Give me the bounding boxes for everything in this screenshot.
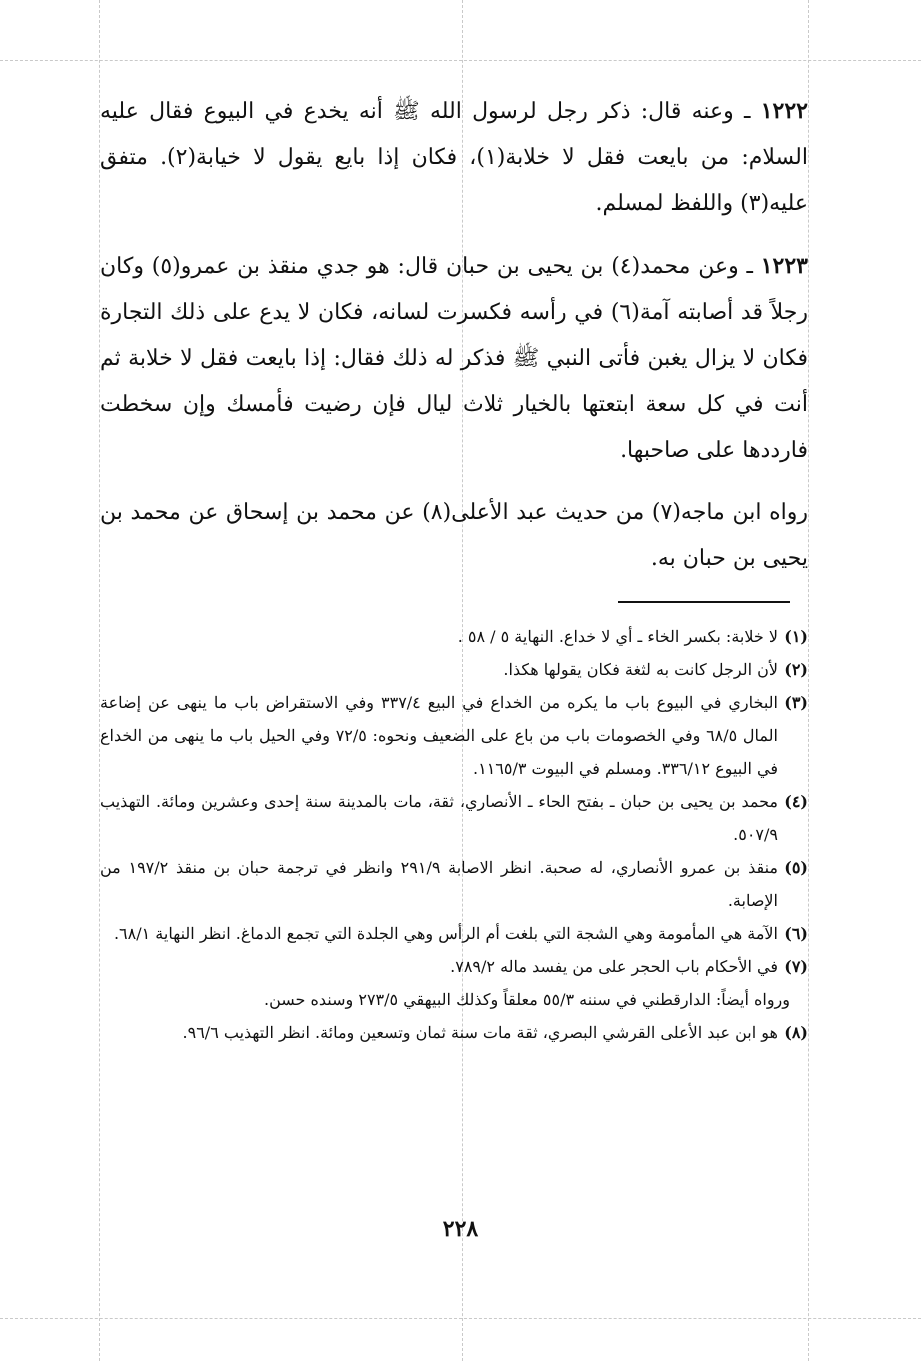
footnote-separator bbox=[618, 601, 790, 603]
footnote-label: (٤) bbox=[784, 792, 808, 811]
guide-line-right bbox=[808, 0, 809, 1361]
main-text bbox=[100, 88, 808, 598]
footnote-text: لا خلابة: بكسر الخاء ـ أي لا خداع. النهاية ٥ / ٥٨ . bbox=[457, 627, 778, 646]
footnote-3 bbox=[100, 686, 808, 785]
footnote-label: (٥) bbox=[784, 858, 808, 877]
footnote-6 bbox=[100, 917, 808, 950]
footnote-8 bbox=[100, 1016, 808, 1049]
footnote-text: هو ابن عبد الأعلى القرشي البصري، ثقة مات سنة ثمان وتسعين ومائة. انظر التهذيب ٩٦/٦. bbox=[182, 1023, 778, 1042]
footnote-2 bbox=[100, 653, 808, 686]
footnotes bbox=[100, 620, 808, 1049]
footnote-7 bbox=[100, 950, 808, 983]
hadith-1223 bbox=[100, 243, 808, 474]
footnote-4 bbox=[100, 785, 808, 851]
narration-text: رواه ابن ماجه(٧) من حديث عبد الأعلى(٨) عن محمد بن إسحاق عن محمد بن يحيى بن حبان به. bbox=[100, 500, 809, 571]
hadith-1222 bbox=[100, 88, 808, 227]
hadith-text: ـ وعنه قال: ذكر رجل لرسول الله ﷺ أنه يخدع في البيوع فقال عليه السلام: من بايعت فقل لا خلابة(١)، فكان إذا بايع يقول لا خيابة(٢). متفق عليه(٣) واللفظ لمسلم. bbox=[100, 99, 808, 216]
footnote-label: (٧) bbox=[784, 957, 808, 976]
narration-note bbox=[100, 490, 808, 582]
footnote-1 bbox=[100, 620, 808, 653]
footnote-label: (١) bbox=[784, 627, 808, 646]
footnote-5 bbox=[100, 851, 808, 917]
footnote-text: ورواه أيضاً: الدارقطني في سننه ٥٥/٣ معلقاً وكذلك البيهقي ٢٧٣/٥ وسنده حسن. bbox=[264, 990, 790, 1009]
page-number: ٢٢٨ bbox=[442, 1216, 479, 1242]
footnote-text: في الأحكام باب الحجر على من يفسد ماله ٧٨٩/٢. bbox=[450, 957, 778, 976]
footnote-text: منقذ بن عمرو الأنصاري، له صحبة. انظر الاصابة ٢٩١/٩ وانظر في ترجمة حبان بن منقذ ١٩٧/٢ من الإصابة. bbox=[100, 858, 778, 910]
guide-line-top bbox=[0, 60, 921, 61]
guide-line-bottom bbox=[0, 1318, 921, 1319]
footnote-label: (٨) bbox=[784, 1023, 808, 1042]
hadith-number: ١٢٢٢ bbox=[760, 98, 808, 124]
footnote-7-continuation bbox=[100, 983, 808, 1016]
footnote-text: البخاري في البيوع باب ما يكره من الخداع في البيع ٣٣٧/٤ وفي الاستقراض باب ما ينهى عن إضاعة المال ٦٨/٥ وفي الخصومات باب من باع على الضعيف ونحوه: ٧٢/٥ وفي الحيل باب ما ينهى من الخداع في البيوع ٣٣٦/١٢. ومسلم في البيوت ١١٦٥/٣. bbox=[100, 693, 779, 778]
footnote-text: لأن الرجل كانت به لثغة فكان يقولها هكذا. bbox=[503, 660, 778, 679]
footnote-text: محمد بن يحيى بن حبان ـ بفتح الحاء ـ الأنصاري، ثقة، مات بالمدينة سنة إحدى وعشرين ومائة. التهذيب ٥٠٧/٩. bbox=[100, 792, 778, 844]
hadith-text: ـ وعن محمد(٤) بن يحيى بن حبان قال: هو جدي منقذ بن عمرو(٥) وكان رجلاً قد أصابته آمة(٦) في رأسه فكسرت لسانه، فكان لا يدع على ذلك التجارة فكان لا يزال يغبن فأتى النبي ﷺ فذكر له ذلك فقال: إذا بايعت فقل لا خلابة ثم أنت في كل سعة ابتعتها بالخيار ثلاث ليال فإن رضيت فأمسك وإن سخطت فارددها على صاحبها. bbox=[100, 254, 808, 463]
footnote-label: (٦) bbox=[784, 924, 808, 943]
footnote-label: (٣) bbox=[784, 693, 808, 712]
footnote-text: الآمة هي المأمومة وهي الشجة التي بلغت أم الرأس وهي الجلدة التي تجمع الدماغ. انظر النهاية ٦٨/١. bbox=[113, 924, 778, 943]
footnote-label: (٢) bbox=[784, 660, 808, 679]
hadith-number: ١٢٢٣ bbox=[760, 253, 808, 279]
